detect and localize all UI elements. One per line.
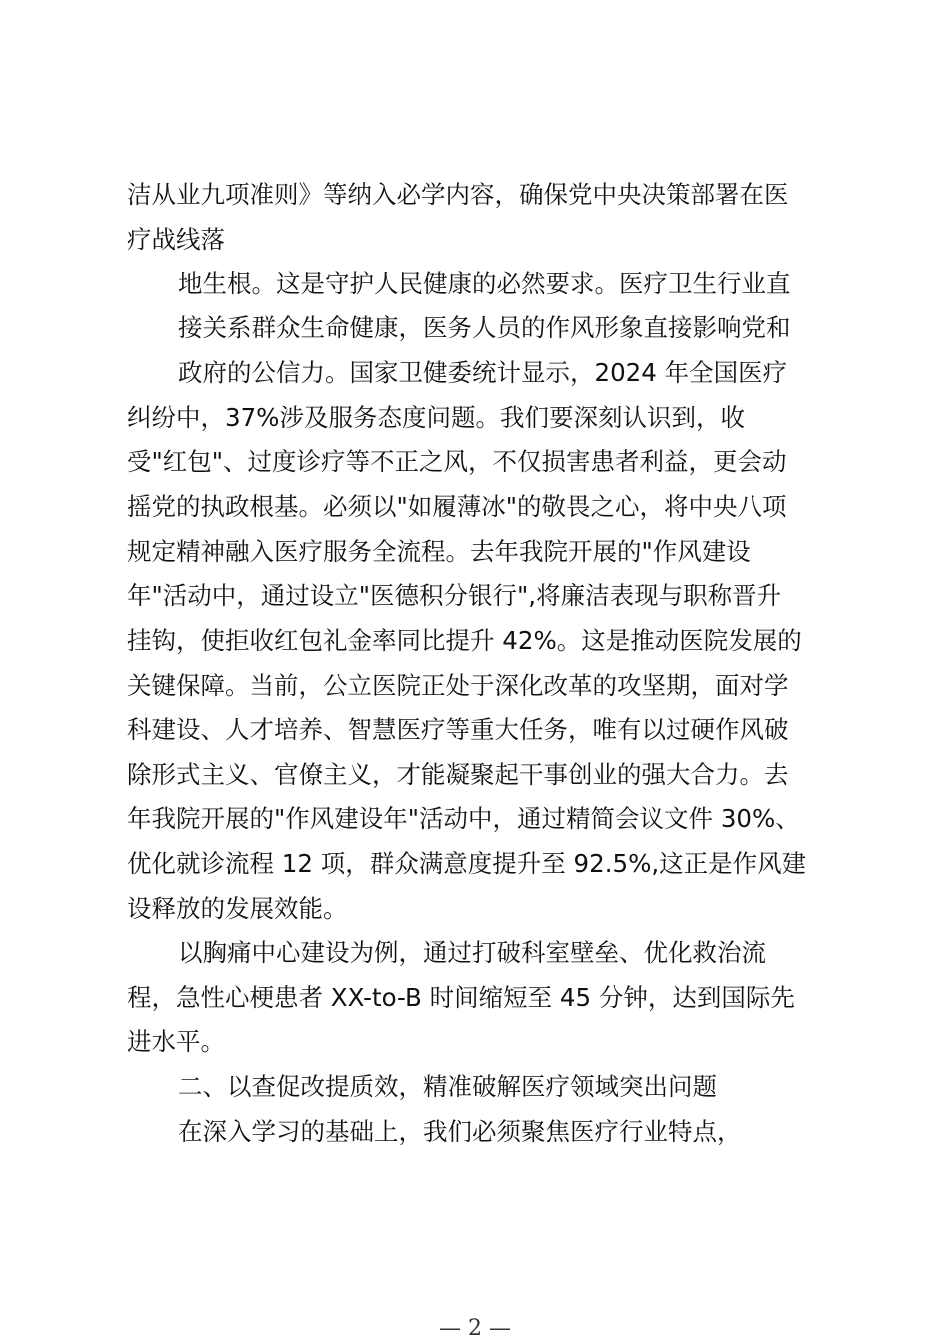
text-line: 挂钩，使拒收红包礼金率同比提升 42%。这是推动医院发展的: [127, 626, 802, 655]
text-line: 优化就诊流程 12 项，群众满意度提升至 92.5%,这正是作风建: [127, 849, 807, 878]
text-line: 洁从业九项准则》等纳入必学内容，确保党中央决策部署在医: [127, 180, 789, 209]
text-line: 年"活动中，通过设立"医德积分银行",将廉洁表现与职称晋升: [127, 581, 782, 610]
text-line: 以胸痛中心建设为例，通过打破科室壁垒、优化救治流: [178, 938, 766, 967]
text-line: 地生根。这是守护人民健康的必然要求。医疗卫生行业直: [178, 269, 791, 298]
text-line: 程，急性心梗患者 XX-to-B 时间缩短至 45 分钟，达到国际先: [127, 983, 795, 1012]
text-line: 疗战线落: [127, 225, 225, 254]
page-number: — 2 —: [439, 1316, 511, 1341]
text-line: 接关系群众生命健康，医务人员的作风形象直接影响党和: [178, 313, 791, 342]
text-line: 摇党的执政根基。必须以"如履薄冰"的敬畏之心，将中央八项: [127, 492, 787, 521]
text-line: 规定精神融入医疗服务全流程。去年我院开展的"作风建设: [127, 537, 751, 566]
text-line: 科建设、人才培养、智慧医疗等重大任务，唯有以过硬作风破: [127, 715, 789, 744]
text-line: 年我院开展的"作风建设年"活动中，通过精简会议文件 30%、: [127, 804, 800, 833]
text-line: 在深入学习的基础上，我们必须聚焦医疗行业特点，: [178, 1117, 742, 1146]
text-line: 受"红包"、过度诊疗等不正之风，不仅损害患者利益，更会动: [127, 447, 787, 476]
section-heading: 二、以查促改提质效，精准破解医疗领域突出问题: [178, 1072, 717, 1101]
text-line: 进水平。: [127, 1027, 225, 1056]
text-line: 设释放的发展效能。: [127, 894, 348, 923]
text-line: 关键保障。当前，公立医院正处于深化改革的攻坚期，面对学: [127, 671, 789, 700]
text-line: 纠纷中，37%涉及服务态度问题。我们要深刻认识到，收: [127, 403, 745, 432]
text-line: 除形式主义、官僚主义，才能凝聚起干事创业的强大合力。去: [127, 760, 789, 789]
text-line: 政府的公信力。国家卫健委统计显示，2024 年全国医疗: [178, 358, 788, 387]
